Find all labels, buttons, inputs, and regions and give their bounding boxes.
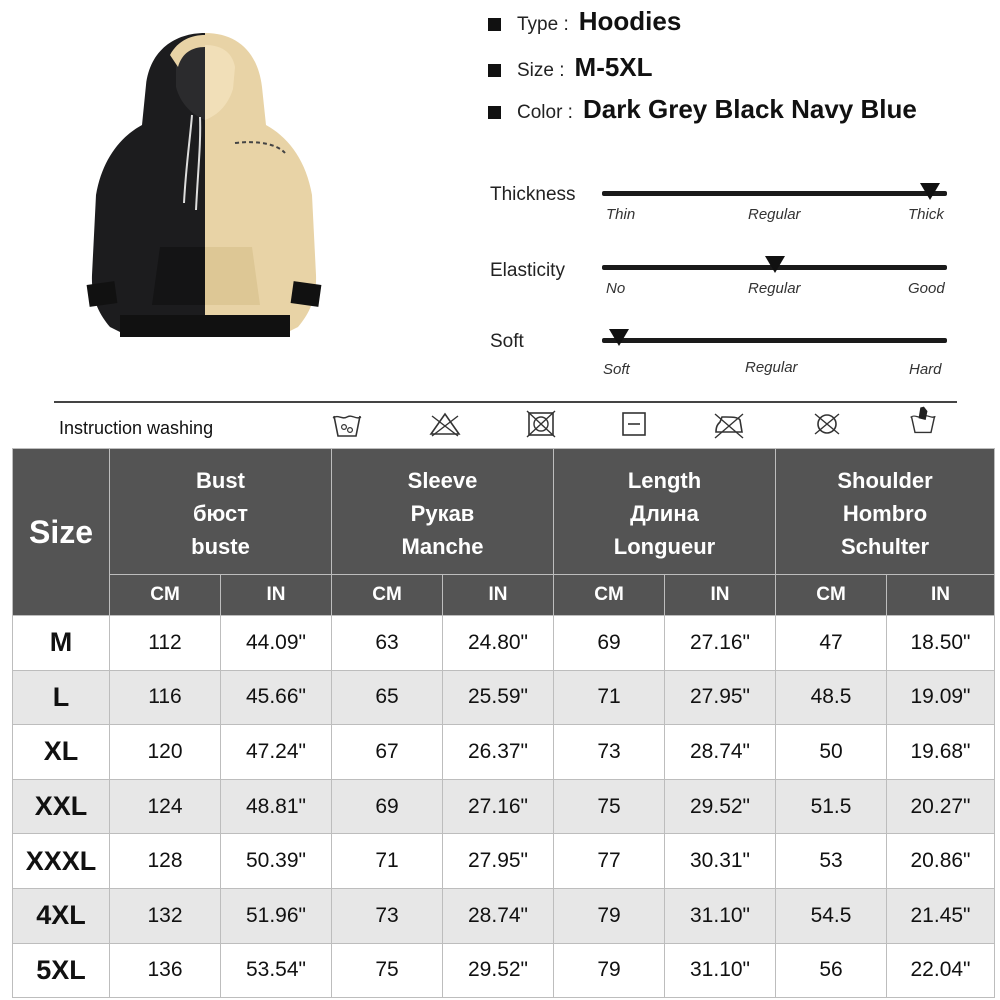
- header-line: бюст: [192, 501, 249, 526]
- table-row: [13, 616, 995, 671]
- measurement-cell: 79: [554, 943, 665, 998]
- measurement-cell: 112: [110, 616, 221, 671]
- measurement-cell: 20.27": [887, 779, 995, 834]
- measurement-cell: 71: [554, 670, 665, 725]
- measurement-cell: 28.74": [443, 888, 554, 943]
- bullet-square-icon: [488, 106, 501, 119]
- header-line: Schulter: [841, 534, 930, 559]
- scale-tick: Regular: [745, 359, 798, 376]
- measurement-cell: 51.5: [776, 779, 887, 834]
- measurement-cell: 27.16": [665, 616, 776, 671]
- size-cell: XL: [13, 725, 110, 780]
- scale-marker-elasticity: [765, 256, 785, 273]
- measurement-cell: 73: [332, 888, 443, 943]
- header-line: Manche: [401, 534, 484, 559]
- measurement-cell: 31.10": [665, 943, 776, 998]
- bullet-square-icon: [488, 64, 501, 77]
- unit-header: IN: [887, 575, 995, 616]
- scale-tick: Thin: [606, 206, 636, 223]
- measurement-cell: 53: [776, 834, 887, 889]
- measurement-cell: 50: [776, 725, 887, 780]
- measurement-cell: 48.81": [221, 779, 332, 834]
- measurement-cell: 27.16": [443, 779, 554, 834]
- header-size: Size: [13, 449, 110, 616]
- measurement-cell: 53.54": [221, 943, 332, 998]
- measurement-cell: 47: [776, 616, 887, 671]
- bullet-square-icon: [488, 18, 501, 31]
- no-tumble-dry-icon: [524, 408, 558, 440]
- scale-label-elasticity: Elasticity: [490, 260, 565, 281]
- flat-dry-icon: [617, 408, 651, 440]
- scale-marker-soft: [609, 329, 629, 346]
- table-row: [13, 725, 995, 780]
- scale-tick: Regular: [748, 280, 801, 297]
- spec-size: [488, 52, 653, 83]
- measurement-cell: 75: [554, 779, 665, 834]
- measurement-cell: 45.66": [221, 670, 332, 725]
- header-bust: [110, 449, 332, 575]
- measurement-cell: 77: [554, 834, 665, 889]
- size-rows: [13, 616, 995, 998]
- header-line: Hombro: [842, 501, 928, 526]
- header-shoulder: [776, 449, 995, 575]
- header-line: Length: [627, 468, 702, 493]
- spec-color: [488, 94, 917, 125]
- measurement-cell: 19.09": [887, 670, 995, 725]
- spec-label: Size :: [517, 60, 565, 81]
- measurement-cell: 30.31": [665, 834, 776, 889]
- section-divider: [54, 401, 957, 403]
- size-cell: L: [13, 670, 110, 725]
- hand-wash-only-icon: [906, 404, 940, 436]
- scale-label-thickness: Thickness: [490, 184, 576, 205]
- measurement-cell: 56: [776, 943, 887, 998]
- hoodie-product-image: [80, 15, 330, 355]
- measurement-cell: 136: [110, 943, 221, 998]
- measurement-cell: 26.37": [443, 725, 554, 780]
- size-cell: 4XL: [13, 888, 110, 943]
- table-row: [13, 670, 995, 725]
- measurement-cell: 29.52": [443, 943, 554, 998]
- spec-type: [488, 6, 681, 37]
- scale-tick: Soft: [603, 361, 630, 378]
- table-row: [13, 834, 995, 889]
- header-line: Longueur: [613, 534, 716, 559]
- measurement-cell: 48.5: [776, 670, 887, 725]
- unit-header: CM: [110, 575, 221, 616]
- unit-header: IN: [221, 575, 332, 616]
- scale-tick: No: [606, 280, 626, 297]
- header-length: [554, 449, 776, 575]
- measurement-cell: 71: [332, 834, 443, 889]
- spec-value: M-5XL: [574, 52, 653, 82]
- measurement-cell: 27.95": [665, 670, 776, 725]
- measurement-cell: 120: [110, 725, 221, 780]
- unit-header: IN: [443, 575, 554, 616]
- header-sleeve: [332, 449, 554, 575]
- measurement-cell: 65: [332, 670, 443, 725]
- measurement-cell: 29.52": [665, 779, 776, 834]
- measurement-cell: 31.10": [665, 888, 776, 943]
- measurement-cell: 20.86": [887, 834, 995, 889]
- size-cell: 5XL: [13, 943, 110, 998]
- measurement-cell: 24.80": [443, 616, 554, 671]
- measurement-cell: 132: [110, 888, 221, 943]
- measurement-cell: 116: [110, 670, 221, 725]
- measurement-cell: 28.74": [665, 725, 776, 780]
- header-line: Длина: [630, 501, 699, 526]
- unit-header: IN: [665, 575, 776, 616]
- measurement-cell: 67: [332, 725, 443, 780]
- no-dry-clean-icon: [810, 408, 844, 440]
- table-row: [13, 779, 995, 834]
- no-iron-icon: [712, 408, 746, 440]
- scale-tick: Thick: [908, 206, 944, 223]
- table-row: [13, 888, 995, 943]
- header-line: Sleeve: [407, 468, 478, 493]
- scale-tick: Regular: [748, 206, 801, 223]
- measurement-cell: 44.09": [221, 616, 332, 671]
- measurement-cell: 79: [554, 888, 665, 943]
- measurement-cell: 22.04": [887, 943, 995, 998]
- table-row: [13, 943, 995, 998]
- measurement-cell: 21.45": [887, 888, 995, 943]
- measurement-cell: 54.5: [776, 888, 887, 943]
- header-line: Рукав: [410, 501, 475, 526]
- no-bleach-icon: [428, 408, 462, 440]
- scale-tick: Good: [908, 280, 945, 297]
- spec-value: Dark Grey Black Navy Blue: [582, 94, 917, 124]
- measurement-cell: 75: [332, 943, 443, 998]
- header-line: Shoulder: [837, 468, 933, 493]
- hand-wash-icon: [330, 408, 364, 440]
- unit-header: CM: [332, 575, 443, 616]
- measurement-cell: 47.24": [221, 725, 332, 780]
- size-cell: XXXL: [13, 834, 110, 889]
- measurement-cell: 27.95": [443, 834, 554, 889]
- washing-instructions-label: Instruction washing: [59, 418, 214, 438]
- measurement-cell: 124: [110, 779, 221, 834]
- measurement-cell: 73: [554, 725, 665, 780]
- scale-label-soft: Soft: [490, 331, 524, 352]
- measurement-cell: 25.59": [443, 670, 554, 725]
- unit-header: CM: [776, 575, 887, 616]
- scale-tick: Hard: [909, 361, 942, 378]
- size-cell: M: [13, 616, 110, 671]
- measurement-cell: 69: [332, 779, 443, 834]
- measurement-cell: 19.68": [887, 725, 995, 780]
- header-line: Bust: [196, 468, 245, 493]
- scale-line-thickness: [602, 191, 947, 196]
- measurement-cell: 69: [554, 616, 665, 671]
- spec-value: Hoodies: [578, 6, 682, 36]
- spec-label: Type :: [517, 14, 569, 35]
- measurement-cell: 18.50": [887, 616, 995, 671]
- spec-label: Color :: [517, 102, 573, 123]
- size-chart-table: [12, 448, 995, 998]
- measurement-cell: 50.39": [221, 834, 332, 889]
- unit-header: CM: [554, 575, 665, 616]
- measurement-cell: 63: [332, 616, 443, 671]
- scale-line-soft: [602, 338, 947, 343]
- measurement-cell: 51.96": [221, 888, 332, 943]
- scale-marker-thickness: [920, 183, 940, 200]
- measurement-cell: 128: [110, 834, 221, 889]
- header-line: buste: [191, 534, 250, 559]
- size-cell: XXL: [13, 779, 110, 834]
